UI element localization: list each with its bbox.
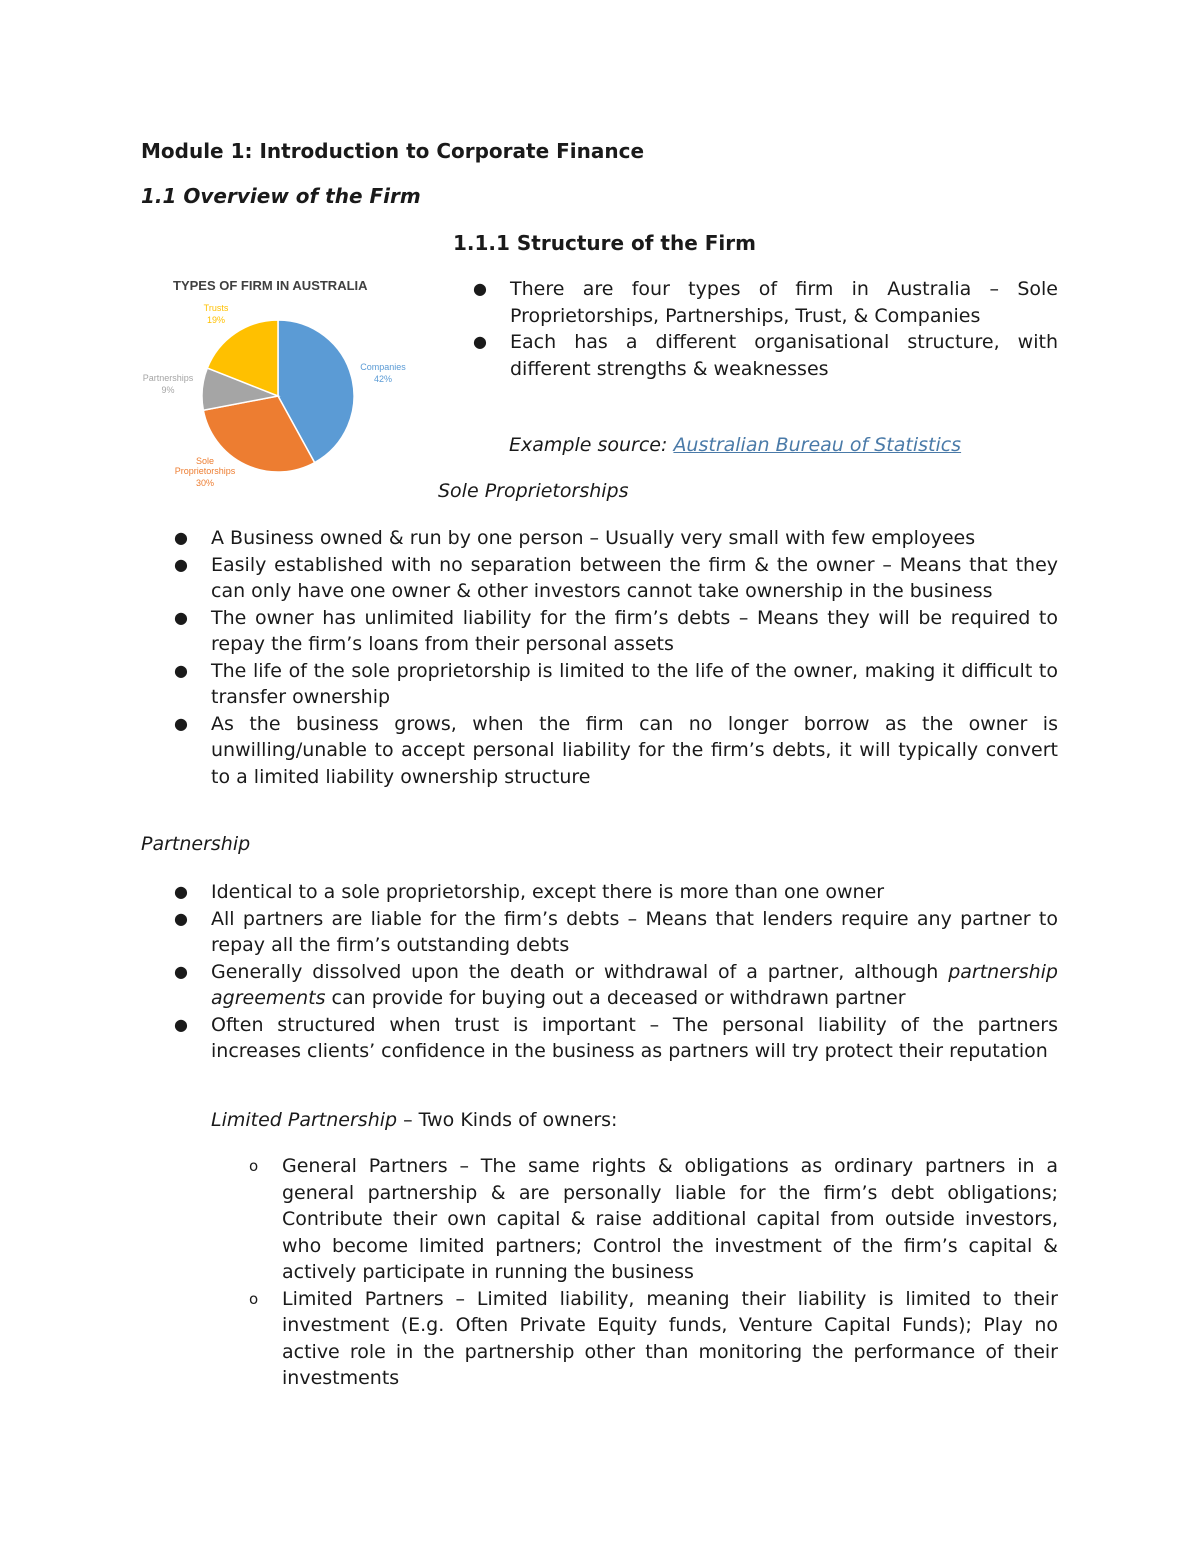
bullet-icon: ● (174, 908, 188, 928)
list-item-text-b: can provide for buying out a deceased or withdrawn partner (325, 987, 906, 1009)
subsection-title: 1.1.1 Structure of the Firm (453, 231, 756, 255)
list-item (211, 1153, 1058, 1286)
list-item-text: Identical to a sole proprietorship, except there is more than one owner (211, 881, 885, 903)
sole-proprietorships-list (141, 525, 1058, 790)
limited-partnership-heading (211, 1107, 617, 1134)
section-title: 1.1 Overview of the Firm (141, 184, 421, 208)
list-item-text-emphasis: partnership agreements (211, 960, 1058, 1009)
firm-types-pie-chart (140, 268, 425, 498)
list-item-text: Easily established with no separation between the firm & the owner – Means that they can only have one owner & other investors cannot take ownership in the business (211, 553, 1058, 602)
example-source (509, 434, 961, 456)
list-item (141, 711, 1058, 791)
bullet-icon: ● (473, 332, 487, 351)
bullet-icon: ● (174, 607, 188, 627)
abs-link[interactable]: Australian Bureau of Statistics (673, 434, 962, 456)
list-item-text-a: Generally dissolved upon the death or withdrawal of a partner, although (211, 960, 949, 983)
limited-partnership-subtitle: – Two Kinds of owners: (397, 1109, 618, 1131)
pie-label-value: 30% (195, 478, 215, 488)
list-item-text: Often structured when trust is important – The personal liability of the partners increases clients’ confidence in the business as partners will try protect their reputation (211, 1013, 1058, 1062)
example-source-label: Example source: (509, 434, 674, 456)
list-item-text: All partners are liable for the firm’s debts – Means that lenders require any partner to repay all the firm’s outstanding debts (211, 907, 1058, 956)
list-item-text: Limited Partners – Limited liability, meaning their liability is limited to their investment (E.g. Often Private Equity funds, Venture Capital Funds); Play no active role in the partnership other than monitoring the performance of their investments (282, 1287, 1058, 1389)
list-item (141, 906, 1058, 959)
pie-label-name: Partnerships (142, 373, 194, 383)
bullet-icon: ● (473, 279, 487, 298)
sole-proprietorships-heading: Sole Proprietorships (438, 480, 629, 502)
pie-label-name: Trusts (203, 303, 229, 313)
pie-label-value: 19% (206, 315, 226, 325)
bullet-icon: ● (174, 660, 188, 680)
partnership-list (141, 879, 1058, 1065)
list-item (141, 525, 1058, 552)
chart-title: TYPES OF FIRM IN AUSTRALIA (173, 278, 368, 293)
list-item (211, 1286, 1058, 1392)
list-item (141, 1012, 1058, 1065)
pie-label-value: 42% (373, 374, 393, 384)
bullet-icon: ● (174, 961, 188, 981)
list-item-text: A Business owned & run by one person – Usually very small with few employees (211, 527, 976, 549)
structure-bullets (440, 276, 1058, 382)
bullet-icon: ● (174, 1014, 188, 1034)
limited-partnership-title: Limited Partnership (211, 1109, 398, 1131)
circle-bullet-icon: o (249, 1157, 259, 1175)
list-item-text: The life of the sole proprietorship is limited to the life of the owner, making it difficult to transfer ownership (211, 659, 1058, 708)
circle-bullet-icon: o (249, 1289, 259, 1308)
bullet-icon: ● (174, 713, 188, 733)
list-item-text: As the business grows, when the firm can no longer borrow as the owner is unwilling/unable to accept personal liability for the firm’s debts, it will typically convert to a limited liability ownership structure (211, 712, 1058, 788)
pie-label-name: Companies (360, 362, 406, 372)
list-item-text: The owner has unlimited liability for the firm’s debts – Means they will be required to repay the firm’s loans from their personal assets (211, 606, 1058, 655)
limited-partnership-list (211, 1153, 1058, 1392)
list-item (141, 879, 1058, 906)
list-item (440, 276, 1058, 329)
bullet-icon: ● (174, 554, 188, 574)
pie-label-name: Sole Proprietorships (174, 456, 236, 476)
list-item-text: Each has a different organisational structure, with different strengths & weaknesses (510, 331, 1058, 380)
list-item (141, 605, 1058, 658)
list-item-text: There are four types of firm in Australia – Sole Proprietorships, Partnerships, Trust, & Companies (510, 278, 1058, 327)
list-item (141, 959, 1058, 1012)
list-item-text: General Partners – The same rights & obligations as ordinary partners in a general partnership & are personally liable for the firm’s debt obligations; Contribute their own capital & raise additional capital from outside investors, who become limited partners; Control the investment of the firm’s capital & actively participate in running the business (282, 1155, 1058, 1283)
module-title: Module 1: Introduction to Corporate Finance (141, 139, 645, 163)
bullet-icon: ● (174, 528, 188, 547)
list-item (141, 552, 1058, 605)
partnership-heading: Partnership (141, 833, 251, 855)
list-item (141, 658, 1058, 711)
list-item (440, 329, 1058, 382)
pie-label-value: 9% (161, 385, 175, 395)
bullet-icon: ● (174, 882, 188, 901)
